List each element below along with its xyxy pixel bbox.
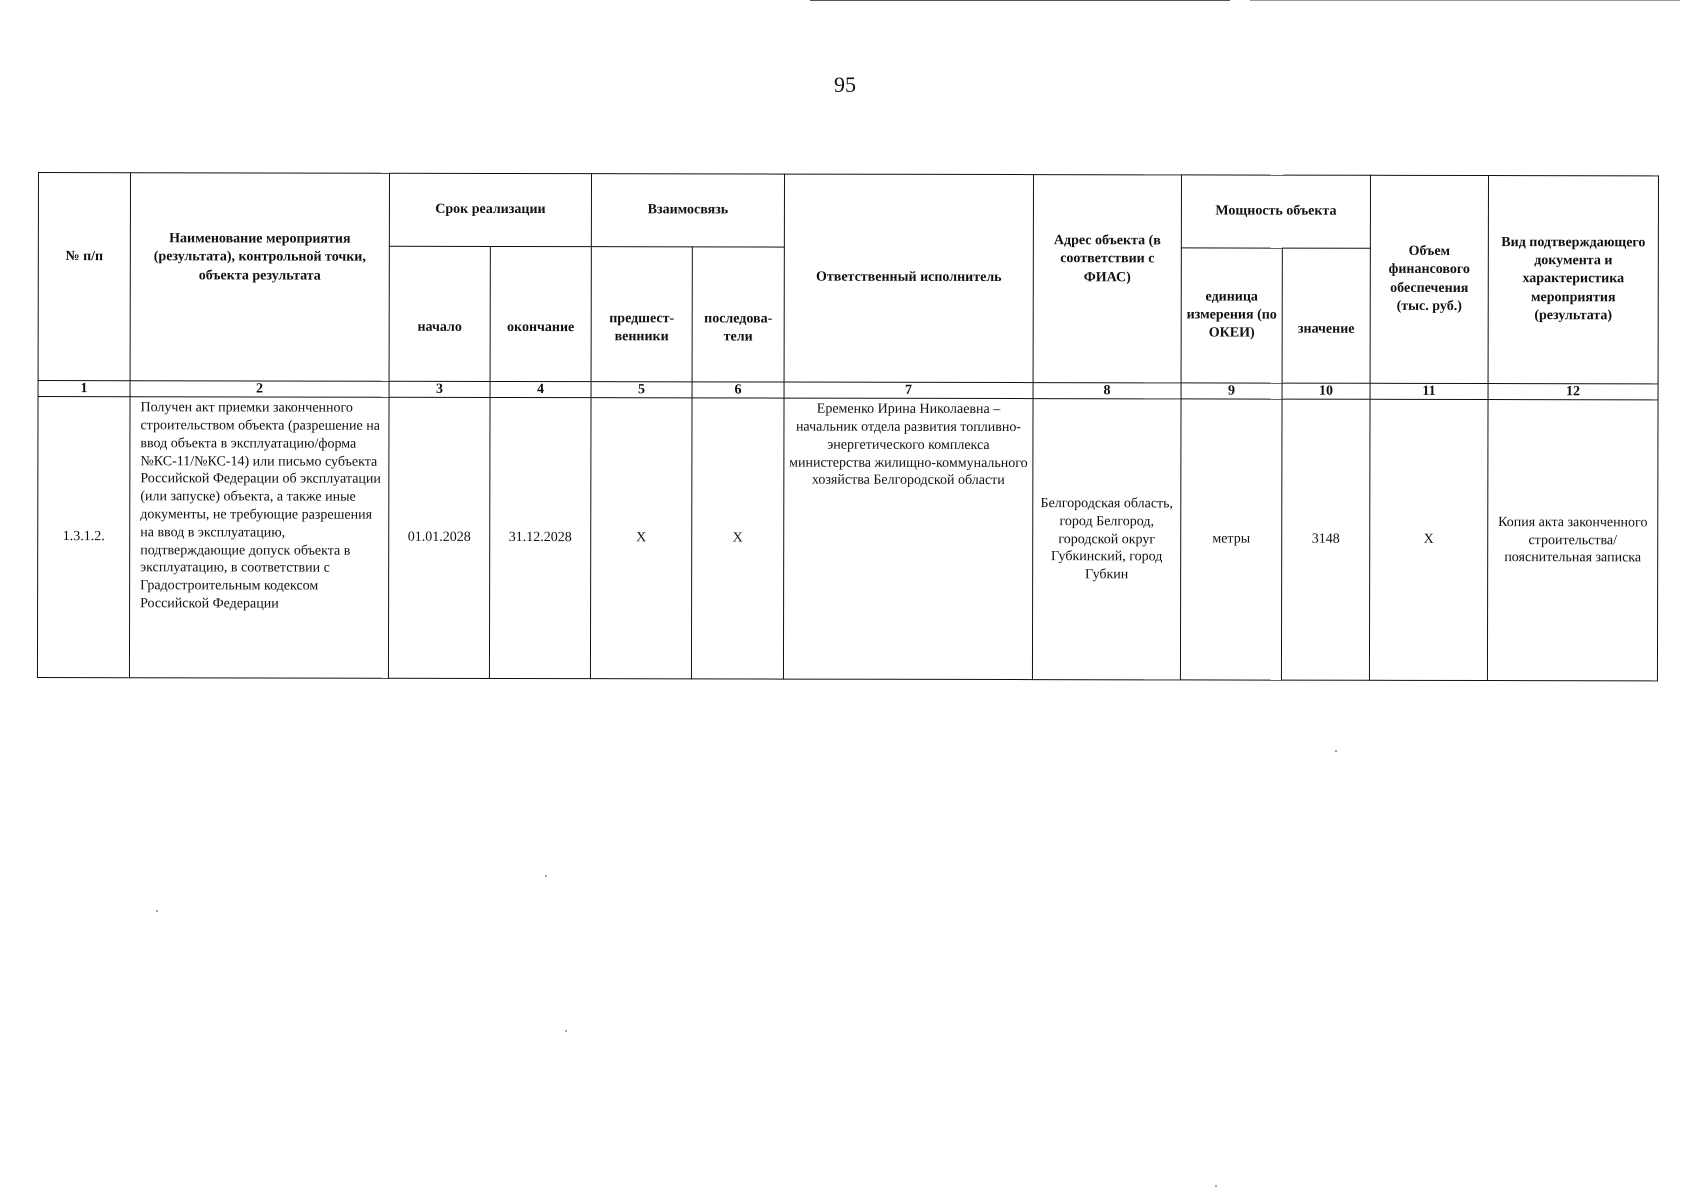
header-row xyxy=(38,173,1658,249)
column-number: 6 xyxy=(692,382,784,399)
header-responsible: Ответственный исполнитель xyxy=(784,174,1033,383)
column-number: 7 xyxy=(784,382,1033,399)
header-term-start: начало xyxy=(389,246,490,381)
scan-speck xyxy=(156,910,158,912)
schedule-table xyxy=(37,172,1659,682)
row-predecessors: X xyxy=(590,398,692,679)
header-link-next: последова-тели xyxy=(692,247,784,382)
row-document: Копия акта законченного строительства/ пояснительная записка xyxy=(1487,400,1658,681)
header-name: Наименование мероприятия (результата), контрольной точки, объекта результата xyxy=(130,173,389,382)
column-number: 3 xyxy=(389,381,490,398)
row-end-date: 31.12.2028 xyxy=(489,398,591,679)
header-capacity-value: значение xyxy=(1282,248,1370,383)
column-number: 10 xyxy=(1282,383,1370,400)
row-unit: метры xyxy=(1180,399,1282,680)
scan-speck xyxy=(545,875,547,877)
scan-speck xyxy=(1335,750,1337,752)
header-link-prev: предшест-венники xyxy=(591,247,692,382)
scan-edge-line xyxy=(810,0,1230,1)
scan-speck xyxy=(1215,1185,1217,1187)
row-finance: X xyxy=(1369,400,1488,681)
column-number: 12 xyxy=(1488,384,1658,401)
header-capacity-unit: единица измерения (по ОКЕИ) xyxy=(1181,248,1282,383)
column-number: 4 xyxy=(490,381,591,398)
header-document: Вид подтверждающего документа и характеристика мероприятия (результата) xyxy=(1488,176,1658,384)
page-number: 95 xyxy=(834,72,856,97)
header-term: Срок реализации xyxy=(389,173,591,246)
column-number: 1 xyxy=(38,381,130,398)
column-number: 11 xyxy=(1370,383,1488,400)
header-finance: Объем финансового обеспечения (тыс. руб.) xyxy=(1370,175,1488,383)
row-start-date: 01.01.2028 xyxy=(388,398,490,679)
column-number: 8 xyxy=(1033,383,1181,400)
row-successors: X xyxy=(691,398,784,679)
row-responsible: Еременко Ирина Николаевна – начальник отдела развития топливно-энергетического комплекса министерства жилищно-коммунального хозяйства Белгородской области xyxy=(783,398,1033,680)
row-value: 3148 xyxy=(1281,399,1370,680)
column-number: 5 xyxy=(591,382,692,399)
column-number: 9 xyxy=(1181,383,1282,400)
header-term-end: окончание xyxy=(490,246,591,381)
header-num: № п/п xyxy=(38,173,130,381)
header-capacity: Мощность объекта xyxy=(1181,175,1370,248)
column-number: 2 xyxy=(130,381,389,398)
table-row xyxy=(37,397,1658,681)
header-link: Взаимосвязь xyxy=(591,174,784,247)
scan-edge-line xyxy=(1250,0,1680,1)
row-num: 1.3.1.2. xyxy=(37,397,130,678)
scan-speck xyxy=(565,1030,567,1032)
header-address: Адрес объекта (в соответствии с ФИАС) xyxy=(1033,175,1181,383)
row-name: Получен акт приемки законченного строительством объекта (разрешение на ввод объекта в эксплуатацию/форма №КС-11/№КС-14) или письмо субъекта Российской Федерации об эксплуатации (или запуске) объекта, а также иные документы, не требующие разрешения на ввод в эксплуатацию, подтверждающие допуск объекта в эксплуатацию, в соответствии с Градостроительным кодексом Российской Федерации xyxy=(129,397,389,679)
row-address: Белгородская область, город Белгород, городской округ Губкинский, город Губкин xyxy=(1032,399,1181,680)
